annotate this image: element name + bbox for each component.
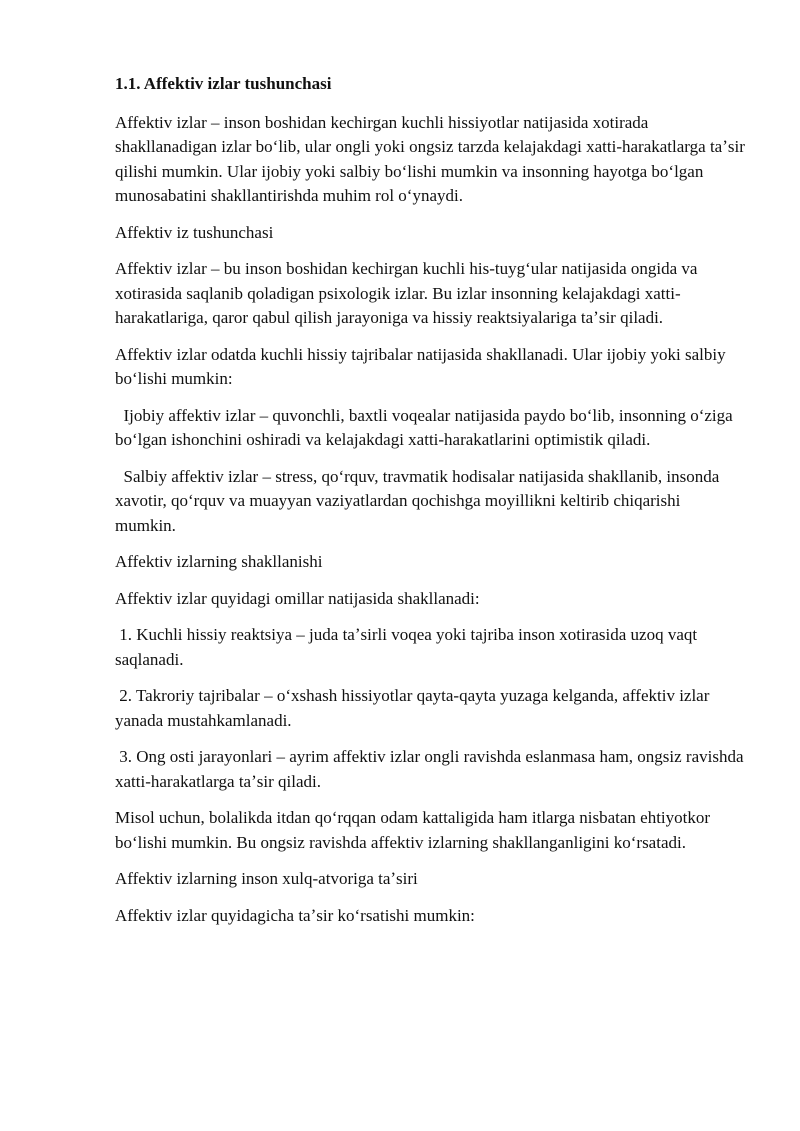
paragraph-negative-traces: Salbiy affektiv izlar – stress, qoʻrquv, travmatik hodisalar natijasida shakllanib, insonda xavotir, qoʻrquv va muayyan vaziyatlardan qochishga moyillikni keltirib chiqarishi mumkin.: [115, 466, 724, 535]
paragraph-positive-traces: Ijobiy affektiv izlar – quvonchli, baxtli voqealar natijasida paydo boʻlib, insonning oʻziga boʻlgan ishonchini oshiradi va kelajakdagi xatti-harakatlarini optimistik qiladi.: [115, 405, 737, 449]
paragraph-concept: Affektiv izlar – bu inson boshidan kechirgan kuchli his-tuygʻular natijasida ongida va xotirasida saqlanib qoladigan psixologik izlar. Bu izlar insonning kelajakdagi xatti-harakatlariga, qaror qabul qilish jarayoniga va hissiy reaktsiyalariga taʼsir qiladi.: [115, 259, 698, 327]
subheading-concept: Affektiv iz tushunchasi: [115, 222, 274, 242]
paragraph-types-intro: Affektiv izlar odatda kuchli hissiy tajribalar natijasida shakllanadi. Ular ijobiy yoki salbiy boʻlishi mumkin:: [115, 344, 726, 388]
paragraph-formation-intro: Affektiv izlar quyidagi omillar natijasida shakllanadi:: [115, 588, 480, 608]
document-body: [115, 72, 748, 940]
list-item-3: 3. Ong osti jarayonlari – ayrim affektiv izlar ongli ravishda eslanmasa ham, ongsiz ravishda xatti-harakatlarga taʼsir qiladi.: [115, 747, 748, 791]
list-item-1: 1. Kuchli hissiy reaktsiya – juda taʼsirli voqea yoki tajriba inson xotirasida uzoq vaqt saqlanadi.: [115, 625, 702, 669]
subheading-influence: Affektiv izlarning inson xulq-atvoriga taʼsiri: [115, 869, 418, 888]
subheading-formation: Affektiv izlarning shakllanishi: [115, 552, 323, 571]
section-heading: 1.1. Affektiv izlar tushunchasi: [115, 74, 332, 93]
paragraph-example: Misol uchun, bolalikda itdan qoʻrqqan odam kattaligida ham itlarga nisbatan ehtiyotkor boʻlishi mumkin. Bu ongsiz ravishda affektiv izlarning shakllanganligini koʻrsatadi.: [115, 808, 711, 852]
paragraph-influence-intro: Affektiv izlar quyidagicha taʼsir koʻrsatishi mumkin:: [115, 905, 475, 925]
list-item-2: 2. Takroriy tajribalar – oʻxshash hissiyotlar qayta-qayta yuzaga kelganda, affektiv izlar yanada mustahkamlanadi.: [115, 686, 714, 730]
paragraph-definition: Affektiv izlar – inson boshidan kechirgan kuchli hissiyotlar natijasida xotirada shakllanadigan izlar boʻlib, ular ongli yoki ongsiz tarzda kelajakdagi xatti-harakatlarga taʼsir qilishi mumkin. Ular ijobiy yoki salbiy boʻlishi mumkin va insonning hayotga boʻlgan munosabatini shakllantirishda muhim rol oʻynaydi.: [115, 112, 745, 205]
